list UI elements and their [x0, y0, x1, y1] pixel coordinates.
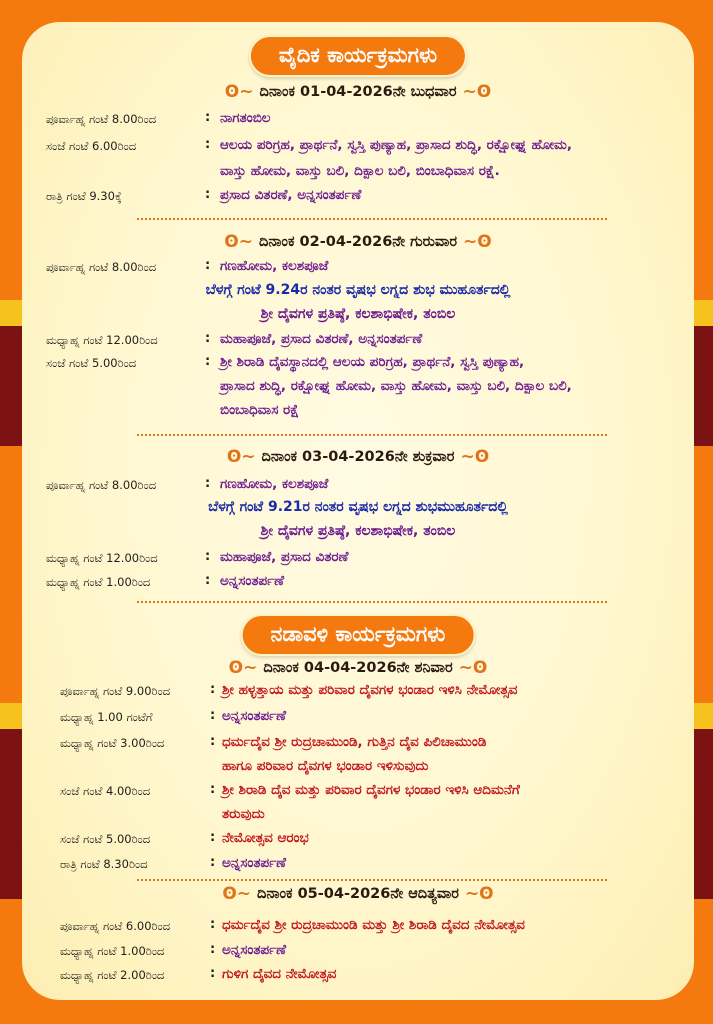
time-label: ಪೂರ್ವಾಹ್ನ ಗಂಟೆ 9.00ರಿಂದ	[60, 684, 171, 698]
time-label: ರಾತ್ರಿ ಗಂಟೆ 9.30ಕ್ಕೆ	[46, 189, 122, 203]
time-label: ಮಧ್ಯಾಹ್ನ ಗಂಟೆ 2.00ರಿಂದ	[60, 968, 165, 982]
event-text: ನೇಮೋತ್ಸವ ಆರಂಭ	[222, 830, 309, 846]
dotted-separator	[137, 601, 607, 603]
time-label: ಮಧ್ಯಾಹ್ನ ಗಂಟೆ 1.00ರಿಂದ	[60, 944, 165, 958]
colon: :	[205, 258, 211, 273]
scroll-ornament-icon: ~ʘ	[464, 884, 494, 904]
event-text: ಧರ್ಮದೈವ ಶ್ರೀ ರುದ್ರಚಾಮುಂಡಿ, ಗುತ್ತಿನ ದೈವ ಪಿಲಿಚಾಮುಂಡಿ	[222, 734, 487, 750]
colon: :	[210, 734, 216, 749]
scroll-ornament-icon: ~ʘ	[458, 658, 488, 678]
time-label: ಮಧ್ಯಾಹ್ನ ಗಂಟೆ 12.00ರಿಂದ	[46, 333, 158, 347]
event-text: ನಾಗತಂಬಿಲ	[220, 110, 271, 126]
event-text: ಆಲಯ ಪರಿಗ್ರಹ, ಪ್ರಾರ್ಥನೆ, ಸ್ವಸ್ತಿ ಪುಣ್ಯಾಹ, ಪ್ರಾಸಾದ ಶುದ್ಧಿ, ರಕ್ಷೋಘ್ನ ಹೋಮ,	[220, 137, 573, 153]
scroll-ornament-icon: ʘ~	[222, 884, 252, 904]
muhurta-text: ಶ್ರೀ ದೈವಗಳ ಪ್ರತಿಷ್ಠೆ, ಕಲಶಾಭಿಷೇಕ, ತಂಬಿಲ	[260, 306, 456, 322]
section-title-nadavali: ನಡಾವಳಿ ಕಾರ್ಯಕ್ರಮಗಳು	[241, 614, 476, 656]
event-text: ಅನ್ನಸಂತರ್ಪಣೆ	[222, 708, 287, 724]
event-text: ಮಹಾಪೂಜೆ, ಪ್ರಸಾದ ವಿತರಣೆ	[220, 549, 349, 565]
colon: :	[205, 110, 211, 125]
event-text: ಶ್ರೀ ಶಿರಾಡಿ ದೈವ ಮತ್ತು ಪರಿವಾರ ದೈವಗಳ ಭಂಡಾರ ಇಳಿಸಿ ಆದಿಮನೆಗೆ	[222, 782, 520, 798]
muhurta-text: ಬೆಳಗ್ಗೆ ಗಂಟೆ 9.24ರ ನಂತರ ವೃಷಭ ಲಗ್ನದ ಶುಭ ಮುಹೂರ್ತದಲ್ಲಿ	[205, 282, 511, 298]
date-heading: ʘ~ ದಿನಾಂಕ 01-04-2026ನೇ ಬುಧವಾರ ~ʘ	[224, 82, 492, 102]
time-label: ಸಂಜೆ ಗಂಟೆ 6.00ರಿಂದ	[46, 139, 137, 153]
colon: :	[210, 966, 216, 981]
event-text: ಶ್ರೀ ಹಳ್ಳತ್ತಾಯ ಮತ್ತು ಪರಿವಾರ ದೈವಗಳ ಭಂಡಾರ ಇಳಿಸಿ ನೇಮೋತ್ಸವ	[222, 682, 518, 698]
event-text: ಮಹಾಪೂಜೆ, ಪ್ರಸಾದ ವಿತರಣೆ, ಅನ್ನಸಂತರ್ಪಣೆ	[220, 331, 423, 347]
dotted-separator	[137, 434, 607, 436]
event-text: ಪ್ರಾಸಾದ ಶುದ್ಧಿ, ರಕ್ಷೋಘ್ನ ಹೋಮ, ವಾಸ್ತು ಹೋಮ, ವಾಸ್ತು ಬಲಿ, ದಿಕ್ಪಾಲ ಬಲಿ,	[220, 378, 572, 394]
event-text: ಅನ್ನಸಂತರ್ಪಣೆ	[222, 855, 287, 871]
event-text: ಗಣಹೋಮ, ಕಲಶಪೂಜೆ	[220, 476, 329, 492]
colon: :	[210, 917, 216, 932]
scroll-ornament-icon: ʘ~	[228, 658, 258, 678]
colon: :	[205, 354, 211, 369]
event-text: ಅನ್ನಸಂತರ್ಪಣೆ	[222, 942, 287, 958]
colon: :	[205, 331, 211, 346]
colon: :	[210, 942, 216, 957]
colon: :	[205, 476, 211, 491]
time-label: ಪೂರ್ವಾಹ್ನ ಗಂಟೆ 8.00ರಿಂದ	[46, 260, 157, 274]
date-heading: ʘ~ ದಿನಾಂಕ 05-04-2026ನೇ ಆದಿತ್ಯವಾರ ~ʘ	[222, 884, 494, 904]
scroll-ornament-icon: ʘ~	[226, 447, 256, 467]
muhurta-text: ಶ್ರೀ ದೈವಗಳ ಪ್ರತಿಷ್ಠೆ, ಕಲಶಾಭಿಷೇಕ, ತಂಬಿಲ	[260, 523, 456, 539]
event-text: ಧರ್ಮದೈವ ಶ್ರೀ ರುದ್ರಚಾಮುಂಡಿ ಮತ್ತು ಶ್ರೀ ಶಿರಾಡಿ ದೈವದ ನೇಮೋತ್ಸವ	[222, 917, 525, 933]
colon: :	[205, 573, 211, 588]
colon: :	[205, 187, 211, 202]
date-heading: ʘ~ ದಿನಾಂಕ 04-04-2026ನೇ ಶನಿವಾರ ~ʘ	[228, 658, 488, 678]
time-label: ಸಂಜೆ ಗಂಟೆ 4.00ರಿಂದ	[60, 784, 151, 798]
time-label: ಪೂರ್ವಾಹ್ನ ಗಂಟೆ 8.00ರಿಂದ	[46, 112, 157, 126]
event-text: ಗಣಹೋಮ, ಕಲಶಪೂಜೆ	[220, 258, 329, 274]
colon: :	[210, 782, 216, 797]
colon: :	[210, 855, 216, 870]
event-text: ವಾಸ್ತು ಹೋಮ, ವಾಸ್ತು ಬಲಿ, ದಿಕ್ಪಾಲ ಬಲಿ, ಬಿಂಬಾಧಿವಾಸ ರಕ್ಷೆ.	[220, 163, 500, 179]
time-label: ಮಧ್ಯಾಹ್ನ ಗಂಟೆ 3.00ರಿಂದ	[60, 736, 165, 750]
time-label: ಮಧ್ಯಾಹ್ನ 1.00 ಗಂಟೆಗೆ	[60, 710, 153, 724]
dotted-separator	[137, 218, 607, 220]
scroll-ornament-icon: ~ʘ	[462, 82, 492, 102]
date-heading: ʘ~ ದಿನಾಂಕ 02-04-2026ನೇ ಗುರುವಾರ ~ʘ	[224, 232, 492, 252]
time-label: ಸಂಜೆ ಗಂಟೆ 5.00ರಿಂದ	[60, 832, 151, 846]
scroll-ornament-icon: ~ʘ	[460, 447, 490, 467]
muhurta-text: ಬೆಳಗ್ಗೆ ಗಂಟೆ 9.21ರ ನಂತರ ವೃಷಭ ಲಗ್ನದ ಶುಭಮುಹೂರ್ತದಲ್ಲಿ	[208, 499, 508, 515]
time-label: ಮಧ್ಯಾಹ್ನ ಗಂಟೆ 12.00ರಿಂದ	[46, 551, 158, 565]
date-heading: ʘ~ ದಿನಾಂಕ 03-04-2026ನೇ ಶುಕ್ರವಾರ ~ʘ	[226, 447, 490, 467]
time-label: ರಾತ್ರಿ ಗಂಟೆ 8.30ರಿಂದ	[60, 857, 148, 871]
event-text: ತರುವುದು	[222, 806, 265, 822]
event-text: ಪ್ರಸಾದ ವಿತರಣೆ, ಅನ್ನಸಂತರ್ಪಣೆ	[220, 187, 362, 203]
colon: :	[205, 137, 211, 152]
colon: :	[205, 549, 211, 564]
time-label: ಪೂರ್ವಾಹ್ನ ಗಂಟೆ 8.00ರಿಂದ	[46, 478, 157, 492]
colon: :	[210, 682, 216, 697]
scroll-ornament-icon: ʘ~	[224, 232, 253, 252]
schedule-panel	[22, 22, 694, 1000]
dotted-separator	[137, 879, 607, 881]
section-title-vaidika: ವೈದಿಕ ಕಾರ್ಯಕ್ರಮಗಳು	[249, 35, 467, 77]
event-text: ಅನ್ನಸಂತರ್ಪಣೆ	[220, 573, 285, 589]
time-label: ಪೂರ್ವಾಹ್ನ ಗಂಟೆ 6.00ರಿಂದ	[60, 919, 171, 933]
event-text: ಬಿಂಬಾಧಿವಾಸ ರಕ್ಷೆ	[220, 402, 299, 418]
colon: :	[210, 708, 216, 723]
scroll-ornament-icon: ~ʘ	[463, 232, 492, 252]
event-text: ಹಾಗೂ ಪರಿವಾರ ದೈವಗಳ ಭಂಡಾರ ಇಳಿಸುವುದು	[222, 758, 429, 774]
time-label: ಮಧ್ಯಾಹ್ನ ಗಂಟೆ 1.00ರಿಂದ	[46, 575, 151, 589]
event-text: ಗುಳಿಗ ದೈವದ ನೇಮೋತ್ಸವ	[222, 966, 337, 982]
event-text: ಶ್ರೀ ಶಿರಾಡಿ ದೈವಸ್ಥಾನದಲ್ಲಿ ಆಲಯ ಪರಿಗ್ರಹ, ಪ್ರಾರ್ಥನೆ, ಸ್ವಸ್ತಿ ಪುಣ್ಯಾಹ,	[220, 354, 525, 370]
colon: :	[210, 830, 216, 845]
scroll-ornament-icon: ʘ~	[224, 82, 254, 102]
time-label: ಸಂಜೆ ಗಂಟೆ 5.00ರಿಂದ	[46, 356, 137, 370]
